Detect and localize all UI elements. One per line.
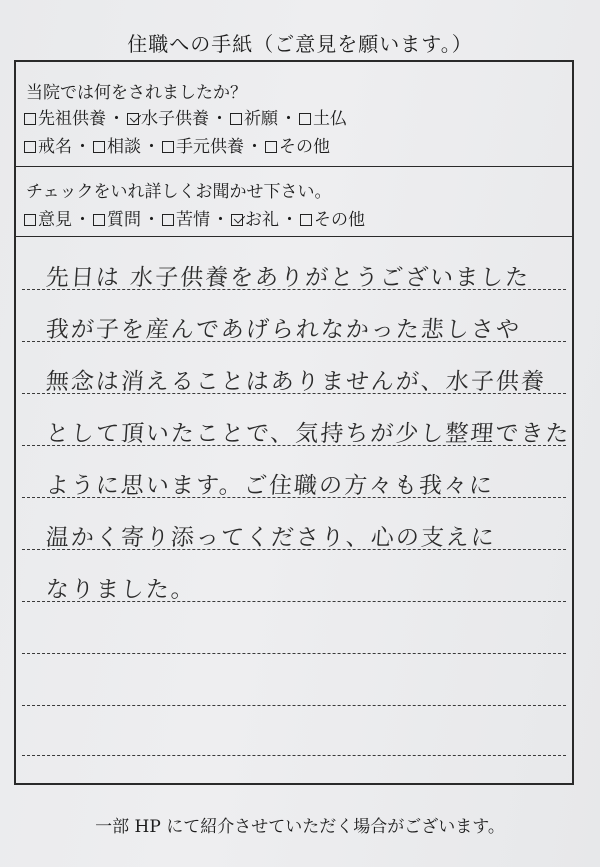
checkbox-option[interactable] xyxy=(93,132,141,157)
separator-dot: ・ xyxy=(281,210,298,230)
handwriting-area xyxy=(16,237,572,787)
question-feedback-type: チェックをいれ詳しくお聞かせ下さい。 xyxy=(26,182,332,202)
options-services-row2 xyxy=(24,132,330,157)
checkbox-icon[interactable] xyxy=(162,214,174,226)
ruled-line xyxy=(22,755,566,756)
checkbox-label: 祈願 xyxy=(244,109,278,129)
checkbox-label: 先祖供養 xyxy=(38,109,106,129)
checkbox-option[interactable] xyxy=(299,104,347,129)
separator-dot: ・ xyxy=(212,210,229,230)
checkbox-label: 苦情 xyxy=(176,210,210,230)
handwritten-line: 我が子を産んであげられなかった悲しさや xyxy=(44,317,522,343)
separator-dot: ・ xyxy=(108,109,125,129)
handwritten-line: 無念は消えることはありませんが、水子供養 xyxy=(44,369,547,395)
checkbox-option[interactable] xyxy=(162,132,244,157)
checkbox-icon[interactable] xyxy=(299,113,311,125)
checkbox-option[interactable] xyxy=(127,104,209,129)
checkbox-option[interactable] xyxy=(230,104,278,129)
separator-dot: ・ xyxy=(74,210,91,230)
ruled-line xyxy=(22,653,566,654)
checkbox-icon[interactable] xyxy=(93,141,105,153)
checkbox-icon[interactable] xyxy=(93,214,105,226)
checkbox-option[interactable] xyxy=(24,104,106,129)
checkbox-label: 意見 xyxy=(38,210,72,230)
separator-dot: ・ xyxy=(211,109,228,129)
checkbox-icon[interactable] xyxy=(24,141,36,153)
checkbox-label: その他 xyxy=(314,210,365,230)
checkbox-label: 質問 xyxy=(107,210,141,230)
options-feedback-type xyxy=(24,205,365,230)
ruled-line xyxy=(22,705,566,706)
separator-dot: ・ xyxy=(246,137,263,157)
checkbox-option[interactable] xyxy=(231,205,279,230)
checkbox-label: その他 xyxy=(279,137,330,157)
handwritten-line: 温かく寄り添ってくださり、心の支えに xyxy=(44,525,497,551)
checkbox-option[interactable] xyxy=(300,205,365,230)
question-services: 当院では何をされましたか？ xyxy=(26,83,247,103)
checkbox-icon[interactable] xyxy=(162,141,174,153)
checked-box-icon[interactable] xyxy=(127,113,139,125)
checkbox-icon[interactable] xyxy=(300,214,312,226)
checkbox-label: 土仏 xyxy=(313,109,347,129)
checkbox-icon[interactable] xyxy=(24,214,36,226)
checkbox-label: 相談 xyxy=(107,137,141,157)
separator-dot: ・ xyxy=(74,137,91,157)
handwritten-line: 先日は 水子供養をありがとうございました xyxy=(44,265,532,291)
form-box xyxy=(14,60,574,785)
checkbox-option[interactable] xyxy=(162,205,210,230)
handwritten-line: ように思います。ご住職の方々も我々に xyxy=(44,473,495,499)
checked-box-icon[interactable] xyxy=(231,214,243,226)
checkbox-option[interactable] xyxy=(93,205,141,230)
checkbox-icon[interactable] xyxy=(24,113,36,125)
checkbox-option[interactable] xyxy=(24,205,72,230)
handwritten-line: として頂いたことで、気持ちが少し整理できた xyxy=(44,421,572,447)
checkbox-label: 手元供養 xyxy=(176,137,244,157)
separator-dot: ・ xyxy=(143,137,160,157)
checkbox-icon[interactable] xyxy=(230,113,242,125)
checkbox-option[interactable] xyxy=(265,132,330,157)
checkbox-label: お礼 xyxy=(245,210,279,230)
options-services-row1 xyxy=(24,104,347,129)
separator-dot: ・ xyxy=(143,210,160,230)
section-services xyxy=(16,62,572,167)
handwritten-line: なりました。 xyxy=(44,577,197,603)
checkbox-label: 水子供養 xyxy=(141,109,209,129)
checkbox-icon[interactable] xyxy=(265,141,277,153)
separator-dot: ・ xyxy=(280,109,297,129)
checkbox-label: 戒名 xyxy=(38,137,72,157)
checkbox-option[interactable] xyxy=(24,132,72,157)
section-feedback-type xyxy=(16,167,572,237)
form-title: 住職への手紙（ご意見を願います。） xyxy=(127,32,473,56)
footer-note: 一部 HP にて紹介させていただく場合がございます。 xyxy=(95,817,505,837)
